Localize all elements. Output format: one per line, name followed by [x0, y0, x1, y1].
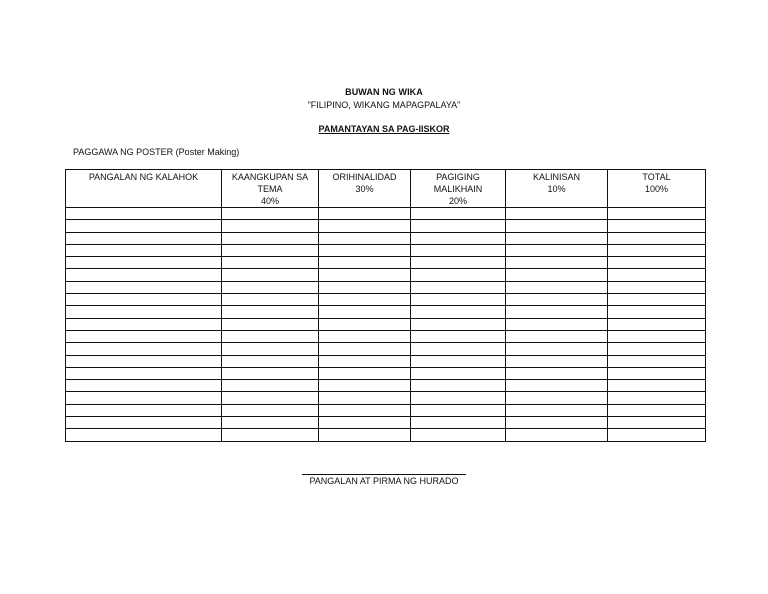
table-cell[interactable]	[411, 281, 506, 293]
criteria-heading: PAMANTAYAN SA PAG-IISKOR	[318, 124, 450, 134]
table-cell[interactable]	[411, 294, 506, 306]
table-cell[interactable]	[411, 367, 506, 379]
table-cell[interactable]	[608, 208, 706, 220]
table-cell[interactable]	[319, 232, 411, 244]
table-row	[66, 257, 706, 269]
table-cell[interactable]	[222, 257, 319, 269]
table-row	[66, 330, 706, 342]
table-cell[interactable]	[506, 392, 608, 404]
table-cell[interactable]	[411, 220, 506, 232]
table-cell[interactable]	[506, 220, 608, 232]
header-creativity: PAGIGING MALIKHAIN 20%	[411, 170, 506, 208]
table-cell[interactable]	[66, 392, 222, 404]
table-cell[interactable]	[411, 330, 506, 342]
table-cell[interactable]	[411, 244, 506, 256]
table-cell[interactable]	[222, 220, 319, 232]
table-header-row	[66, 170, 706, 208]
table-cell[interactable]	[411, 306, 506, 318]
table-row	[66, 244, 706, 256]
table-row	[66, 220, 706, 232]
table-row	[66, 208, 706, 220]
table-cell[interactable]	[411, 380, 506, 392]
table-cell[interactable]	[66, 244, 222, 256]
table-cell[interactable]	[66, 343, 222, 355]
table-cell[interactable]	[319, 244, 411, 256]
table-cell[interactable]	[411, 355, 506, 367]
table-row	[66, 417, 706, 429]
document-subtitle: "FILIPINO, WIKANG MAPAGPALAYA"	[307, 100, 461, 110]
table-cell[interactable]	[66, 429, 222, 441]
table-cell[interactable]	[319, 367, 411, 379]
table-cell[interactable]	[506, 294, 608, 306]
table-cell[interactable]	[222, 404, 319, 416]
table-cell[interactable]	[506, 257, 608, 269]
table-cell[interactable]	[222, 343, 319, 355]
table-cell[interactable]	[411, 318, 506, 330]
table-row	[66, 404, 706, 416]
table-cell[interactable]	[411, 208, 506, 220]
table-cell[interactable]	[506, 429, 608, 441]
table-cell[interactable]	[608, 269, 706, 281]
table-cell[interactable]	[411, 404, 506, 416]
table-cell[interactable]	[608, 257, 706, 269]
table-cell[interactable]	[222, 244, 319, 256]
table-cell[interactable]	[222, 330, 319, 342]
table-cell[interactable]	[319, 392, 411, 404]
table-cell[interactable]	[66, 294, 222, 306]
table-cell[interactable]	[66, 330, 222, 342]
table-row	[66, 367, 706, 379]
table-cell[interactable]	[319, 220, 411, 232]
table-cell[interactable]	[319, 269, 411, 281]
table-cell[interactable]	[319, 294, 411, 306]
table-row	[66, 392, 706, 404]
scoring-table	[65, 169, 706, 442]
table-row	[66, 355, 706, 367]
table-row	[66, 429, 706, 441]
table-cell[interactable]	[608, 244, 706, 256]
table-cell[interactable]	[319, 355, 411, 367]
table-cell[interactable]	[222, 281, 319, 293]
table-cell[interactable]	[66, 208, 222, 220]
table-cell[interactable]	[608, 220, 706, 232]
table-cell[interactable]	[506, 367, 608, 379]
table-cell[interactable]	[319, 417, 411, 429]
table-cell[interactable]	[608, 355, 706, 367]
table-cell[interactable]	[319, 404, 411, 416]
signature-line	[302, 474, 466, 475]
table-row	[66, 232, 706, 244]
table-cell[interactable]	[411, 257, 506, 269]
table-cell[interactable]	[506, 208, 608, 220]
header-total: TOTAL 100%	[608, 170, 706, 208]
table-cell[interactable]	[506, 417, 608, 429]
table-cell[interactable]	[411, 232, 506, 244]
table-cell[interactable]	[506, 281, 608, 293]
table-cell[interactable]	[319, 208, 411, 220]
table-cell[interactable]	[66, 220, 222, 232]
table-row	[66, 343, 706, 355]
table-cell[interactable]	[608, 392, 706, 404]
signature-label: PANGALAN AT PIRMA NG HURADO	[309, 476, 459, 486]
table-cell[interactable]	[319, 281, 411, 293]
table-cell[interactable]	[319, 257, 411, 269]
table-cell[interactable]	[222, 380, 319, 392]
table-cell[interactable]	[506, 404, 608, 416]
table-cell[interactable]	[608, 232, 706, 244]
table-cell[interactable]	[608, 306, 706, 318]
table-cell[interactable]	[66, 318, 222, 330]
table-cell[interactable]	[506, 269, 608, 281]
table-cell[interactable]	[608, 367, 706, 379]
contest-category: PAGGAWA NG POSTER (Poster Making)	[73, 147, 240, 157]
table-cell[interactable]	[66, 257, 222, 269]
table-cell[interactable]	[506, 244, 608, 256]
table-cell[interactable]	[222, 306, 319, 318]
table-cell[interactable]	[608, 404, 706, 416]
table-row	[66, 281, 706, 293]
table-cell[interactable]	[66, 367, 222, 379]
table-row	[66, 318, 706, 330]
table-cell[interactable]	[608, 318, 706, 330]
table-cell[interactable]	[319, 429, 411, 441]
table-cell[interactable]	[319, 343, 411, 355]
table-cell[interactable]	[608, 330, 706, 342]
table-cell[interactable]	[222, 355, 319, 367]
table-cell[interactable]	[66, 355, 222, 367]
table-cell[interactable]	[411, 392, 506, 404]
table-cell[interactable]	[222, 208, 319, 220]
header-cleanliness: KALINISAN 10%	[506, 170, 608, 208]
table-cell[interactable]	[608, 294, 706, 306]
table-cell[interactable]	[608, 429, 706, 441]
table-cell[interactable]	[319, 306, 411, 318]
table-cell[interactable]	[506, 355, 608, 367]
header-theme-relevance: KAANGKUPAN SA TEMA 40%	[222, 170, 319, 208]
table-cell[interactable]	[222, 367, 319, 379]
document-title: BUWAN NG WIKA	[345, 87, 423, 97]
table-cell[interactable]	[506, 380, 608, 392]
table-cell[interactable]	[506, 343, 608, 355]
table-cell[interactable]	[319, 380, 411, 392]
table-cell[interactable]	[66, 404, 222, 416]
table-cell[interactable]	[66, 306, 222, 318]
table-cell[interactable]	[222, 417, 319, 429]
table-cell[interactable]	[222, 392, 319, 404]
table-cell[interactable]	[222, 269, 319, 281]
table-cell[interactable]	[608, 343, 706, 355]
table-cell[interactable]	[222, 294, 319, 306]
table-row	[66, 380, 706, 392]
table-cell[interactable]	[608, 417, 706, 429]
header-originality: ORIHINALIDAD 30%	[319, 170, 411, 208]
table-cell[interactable]	[411, 429, 506, 441]
table-cell[interactable]	[506, 306, 608, 318]
table-cell[interactable]	[66, 281, 222, 293]
table-cell[interactable]	[222, 232, 319, 244]
table-cell[interactable]	[66, 417, 222, 429]
table-cell[interactable]	[411, 417, 506, 429]
header-participant-name: PANGALAN NG KALAHOK	[66, 170, 222, 208]
table-cell[interactable]	[411, 343, 506, 355]
table-cell[interactable]	[608, 281, 706, 293]
table-cell[interactable]	[222, 429, 319, 441]
table-cell[interactable]	[608, 380, 706, 392]
table-cell[interactable]	[506, 232, 608, 244]
table-cell[interactable]	[319, 330, 411, 342]
table-cell[interactable]	[66, 269, 222, 281]
table-cell[interactable]	[66, 232, 222, 244]
table-cell[interactable]	[506, 330, 608, 342]
table-row	[66, 269, 706, 281]
table-row	[66, 306, 706, 318]
table-cell[interactable]	[222, 318, 319, 330]
table-cell[interactable]	[66, 380, 222, 392]
table-cell[interactable]	[506, 318, 608, 330]
table-cell[interactable]	[319, 318, 411, 330]
table-body	[66, 208, 706, 442]
table-row	[66, 294, 706, 306]
table-cell[interactable]	[411, 269, 506, 281]
